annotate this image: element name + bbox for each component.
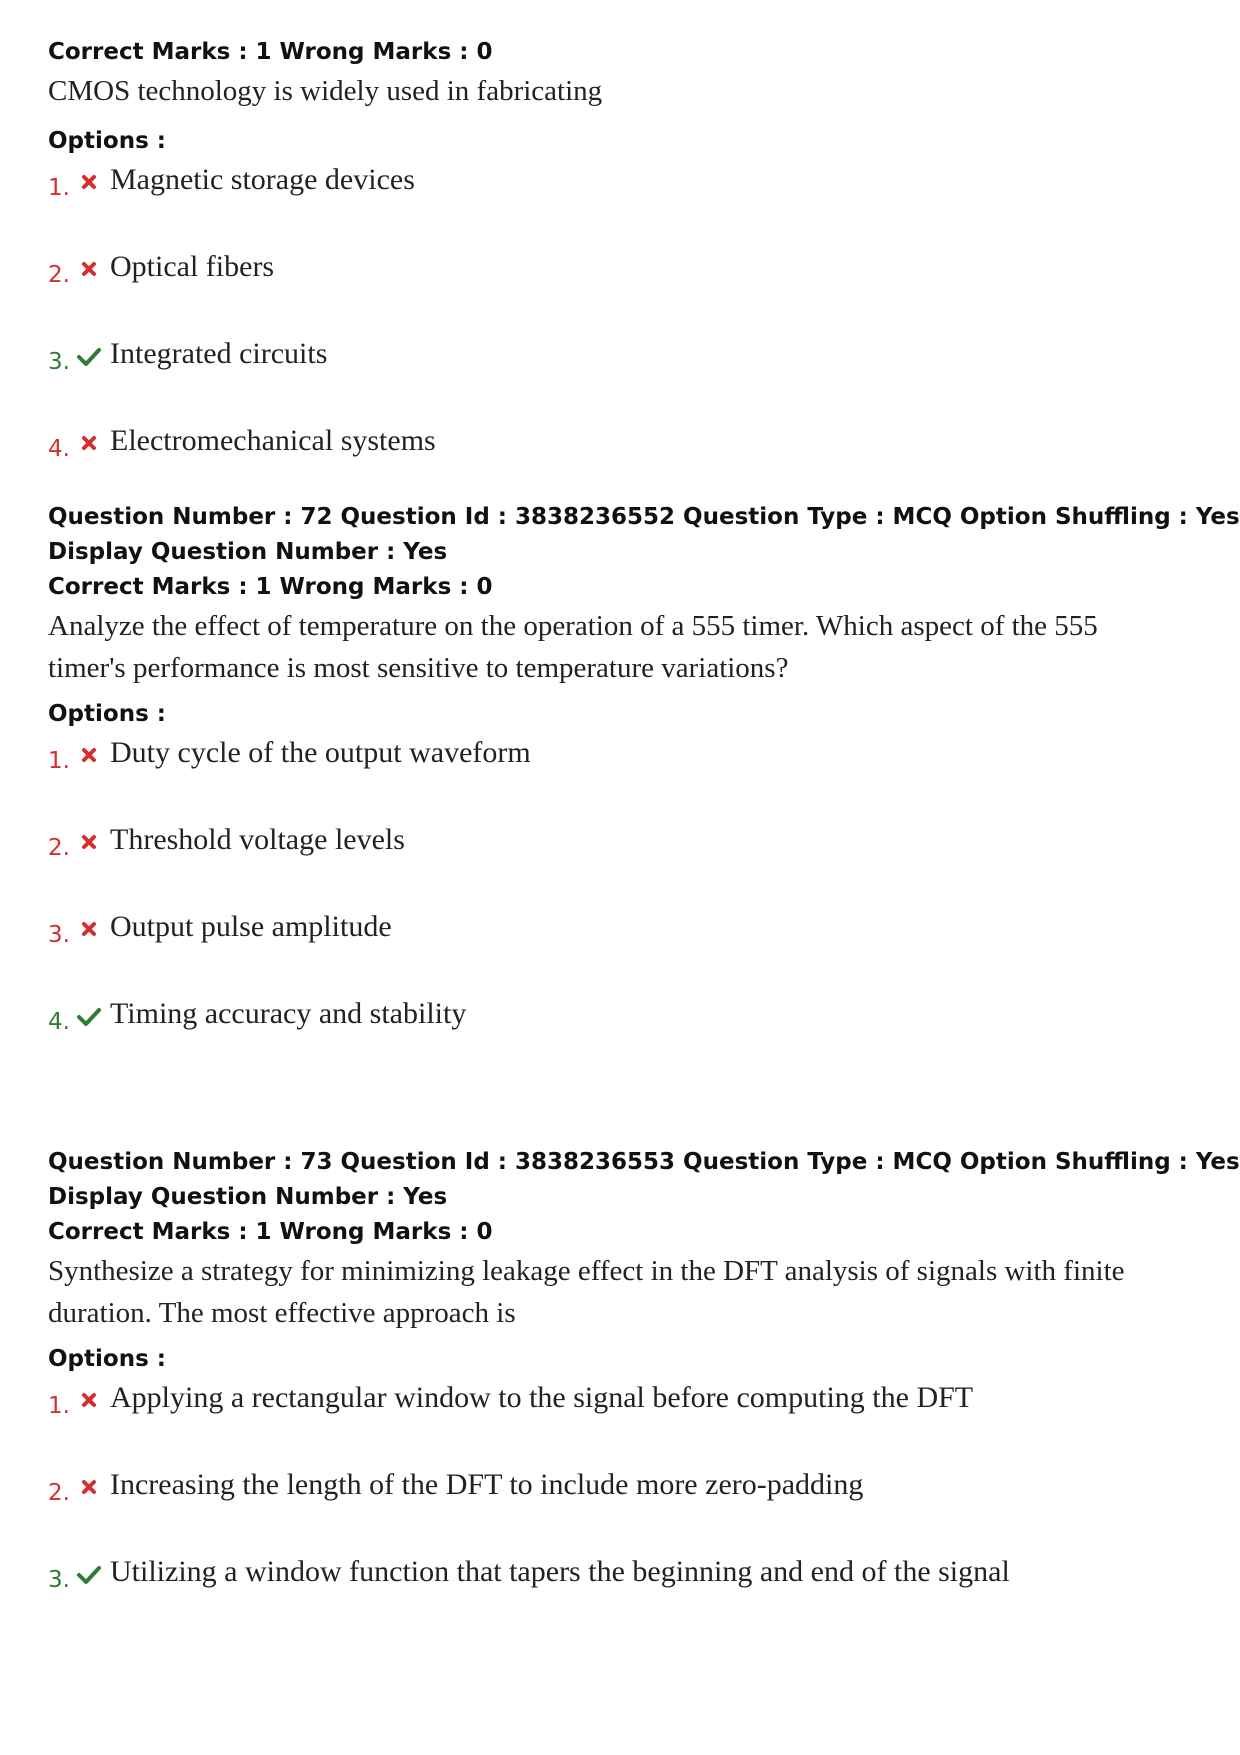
check-icon [76, 1003, 102, 1029]
cross-icon [76, 169, 102, 195]
check-icon [76, 1561, 102, 1587]
option-number: 4. [48, 436, 70, 462]
option-2 [48, 1468, 1208, 1555]
question-71 [48, 35, 1208, 511]
option-number: 2. [48, 835, 70, 861]
question-73 [48, 1145, 1240, 1642]
option-3 [48, 1555, 1208, 1642]
options-label: Options : [48, 701, 166, 727]
options-list [48, 736, 1208, 1084]
display-question-number: Display Question Number : Yes [48, 539, 448, 565]
cross-icon [76, 430, 102, 456]
marks-line: Correct Marks : 1 Wrong Marks : 0 [48, 574, 493, 600]
question-text-line: Synthesize a strategy for minimizing leakage effect in the DFT analysis of signals with finite [48, 1255, 1125, 1287]
option-4 [48, 424, 1208, 511]
options-label: Options : [48, 128, 166, 154]
question-text-line: Analyze the effect of temperature on the operation of a 555 timer. Which aspect of the 555 [48, 610, 1098, 642]
option-number: 3. [48, 349, 70, 375]
option-text: Integrated circuits [110, 337, 328, 370]
question-header: Question Number : 72 Question Id : 3838236552 Question Type : MCQ Option Shuffling : Yes [48, 504, 1240, 530]
option-text: Threshold voltage levels [110, 823, 405, 856]
option-text: Magnetic storage devices [110, 163, 415, 196]
option-3 [48, 337, 1208, 424]
option-1 [48, 736, 1208, 823]
option-text: Optical fibers [110, 250, 275, 283]
options-label: Options : [48, 1346, 166, 1372]
option-number: 2. [48, 1480, 70, 1506]
marks-line: Correct Marks : 1 Wrong Marks : 0 [48, 1219, 493, 1245]
option-text: Output pulse amplitude [110, 910, 392, 943]
option-number: 1. [48, 175, 70, 201]
cross-icon [76, 829, 102, 855]
option-text: Duty cycle of the output waveform [110, 736, 531, 769]
question-text-line: duration. The most effective approach is [48, 1297, 516, 1329]
display-question-number: Display Question Number : Yes [48, 1184, 448, 1210]
cross-icon [76, 916, 102, 942]
option-text: Increasing the length of the DFT to include more zero-padding [110, 1468, 864, 1501]
option-number: 4. [48, 1009, 70, 1035]
option-number: 1. [48, 1393, 70, 1419]
cross-icon [76, 1387, 102, 1413]
option-1 [48, 1381, 1208, 1468]
question-text: CMOS technology is widely used in fabricating [48, 75, 603, 107]
option-1 [48, 163, 1208, 250]
question-header: Question Number : 73 Question Id : 3838236553 Question Type : MCQ Option Shuffling : Yes [48, 1149, 1240, 1175]
question-72 [48, 500, 1240, 1084]
options-list [48, 163, 1208, 511]
option-4 [48, 997, 1208, 1084]
option-number: 1. [48, 748, 70, 774]
question-text-line: timer's performance is most sensitive to temperature variations? [48, 652, 789, 684]
cross-icon [76, 742, 102, 768]
cross-icon [76, 1474, 102, 1500]
option-3 [48, 910, 1208, 997]
option-number: 3. [48, 1567, 70, 1593]
option-text: Electromechanical systems [110, 424, 436, 457]
option-text: Applying a rectangular window to the signal before computing the DFT [110, 1381, 974, 1414]
cross-icon [76, 256, 102, 282]
option-text: Timing accuracy and stability [110, 997, 467, 1030]
option-text: Utilizing a window function that tapers the beginning and end of the signal [110, 1555, 1010, 1588]
options-list [48, 1381, 1208, 1642]
option-2 [48, 823, 1208, 910]
option-number: 2. [48, 262, 70, 288]
marks-line: Correct Marks : 1 Wrong Marks : 0 [48, 39, 493, 65]
check-icon [76, 343, 102, 369]
option-2 [48, 250, 1208, 337]
option-number: 3. [48, 922, 70, 948]
